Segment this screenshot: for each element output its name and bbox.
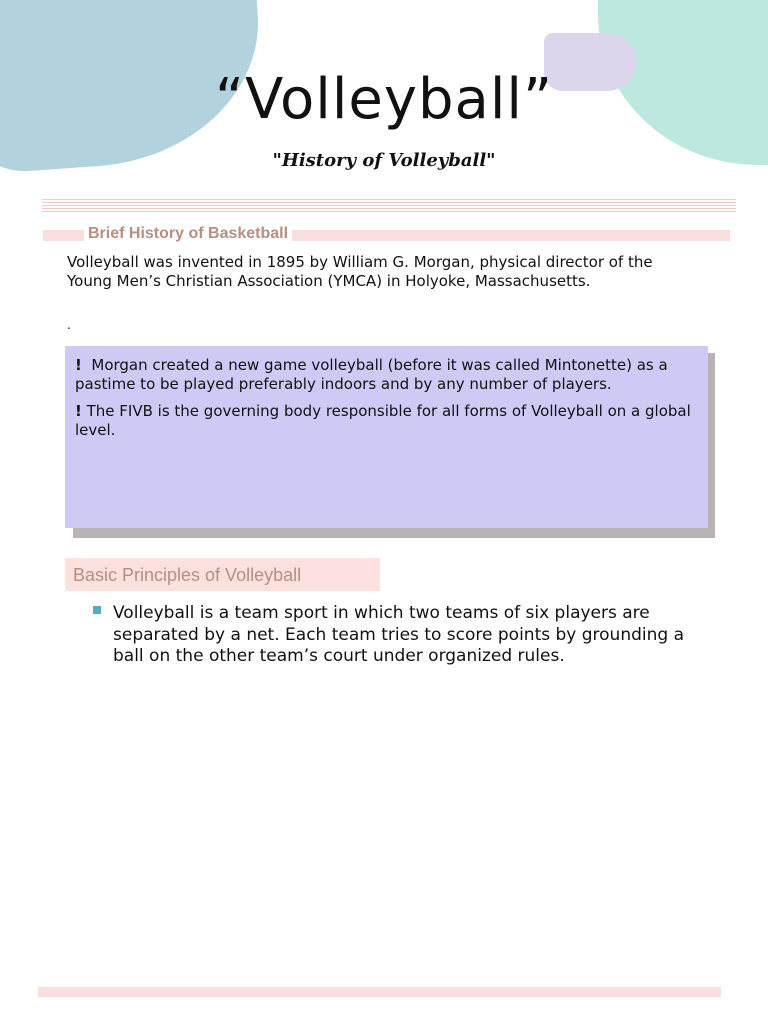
exclamation-icon: ! bbox=[75, 356, 82, 374]
note-item-text: Morgan created a new game volleyball (before it was called Mintonette) as a pastime to be played preferably indoors and by any number of players. bbox=[75, 356, 668, 393]
note-item bbox=[75, 356, 696, 394]
list-item: Volleyball is a team sport in which two teams of six players are separated by a net. Each team tries to score points by grounding a ball on the other team’s court under organized rules. bbox=[113, 603, 685, 666]
brief-history-paragraph: Volleyball was invented in 1895 by William G. Morgan, physical director of the Young Men’s Christian Association (YMCA) in Holyoke, Massachusetts. bbox=[67, 253, 653, 290]
page-subtitle: "History of Volleyball" bbox=[272, 150, 496, 171]
decorative-divider bbox=[42, 199, 736, 213]
basic-principles-heading: Basic Principles of Volleyball bbox=[65, 558, 380, 591]
page-title: “Volleyball” bbox=[215, 67, 553, 132]
note-item-text: The FIVB is the governing body responsible for all forms of Volleyball on a global level. bbox=[75, 402, 691, 439]
exclamation-icon: ! bbox=[75, 402, 82, 420]
note-item bbox=[75, 402, 696, 440]
footer-bar bbox=[38, 987, 721, 997]
brief-history-heading: Brief History of Basketball bbox=[84, 222, 292, 246]
stray-dot: . bbox=[67, 318, 71, 332]
note-box bbox=[65, 346, 708, 528]
square-bullet-icon bbox=[93, 606, 101, 614]
